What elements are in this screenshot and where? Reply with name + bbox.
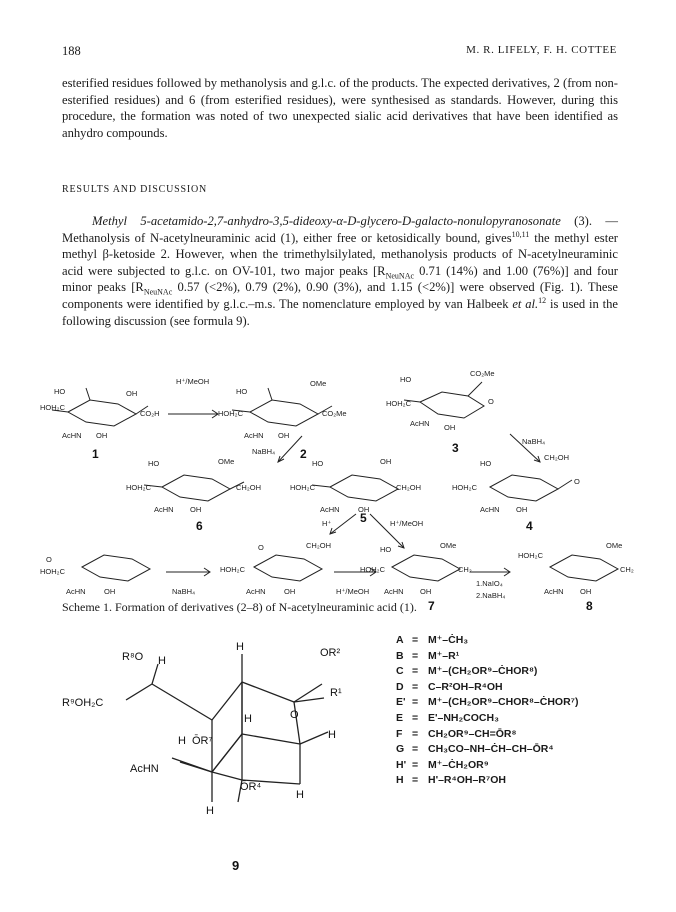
reagent-7: H⁺/MeOH (336, 587, 370, 596)
reagent-4: H⁺ (322, 519, 332, 528)
group-ch2oh-6: CH₂OH (236, 483, 261, 492)
group-acnh-6: AcHN (154, 505, 174, 514)
legend-key: B (396, 649, 404, 662)
compound-4-label: 4 (526, 519, 533, 533)
legend-eq: = (412, 743, 419, 756)
legend-key: H' (396, 758, 407, 771)
legend-key: E (396, 711, 404, 724)
group-oh-5: OH (358, 505, 370, 514)
legend-value: H'–R⁴OH–R⁷OH (428, 774, 506, 787)
group-o-4: O (574, 477, 580, 486)
legend-row (396, 696, 636, 712)
compound-7-label: 7 (428, 599, 435, 613)
group-ome-7: OMe (440, 541, 457, 550)
group-ch2-7: CH₂ (458, 565, 472, 574)
group-oh-6: OH (190, 505, 202, 514)
f9-r1: R¹ (330, 687, 342, 699)
group-o-b1: O (46, 555, 52, 564)
legend-value: C–R²OH–R⁴OH (428, 680, 503, 693)
sub-b: NeuNAc (143, 287, 173, 297)
paragraph-results (62, 213, 618, 329)
f9-h-c3: H (328, 729, 336, 741)
group-hoh2c-5: HOH₂C (290, 483, 315, 492)
legend-eq: = (412, 649, 419, 662)
legend-value: M⁺–(CH₂OR⁹–CHOR⁸–ĊHOR⁷) (428, 696, 579, 709)
legend-value: CH₃CO–NH–ĊH–CH–ŌR⁴ (428, 743, 554, 756)
group-o-b2: O (258, 543, 264, 552)
group-hoh2c-b2: HOH₂C (220, 565, 245, 574)
legend-value: M⁺–(CH₂OR⁹–ĊHOR⁸) (428, 665, 538, 678)
legend-key: G (396, 743, 405, 756)
reagent-8a: 1.NaIO₄ (476, 579, 503, 588)
scheme-caption: Scheme 1. Formation of derivatives (2–8) of N-acetylneuraminic acid (1). (62, 600, 417, 614)
legend-value: E'–NH₂COCH₃ (428, 711, 499, 724)
legend-row (396, 712, 636, 728)
group-co2me-3: CO₂Me (470, 369, 495, 378)
paragraph-intro: esterified residues followed by methanolysis and g.l.c. of the products. The expected derivatives, 2 (from non-esterified residues) and 6 (from esterified residues), were synthesised as standards. However, during this procedure, the formation was noted of two unexpected sialic acid derivatives that have been identified as anhydro compounds. (62, 76, 618, 140)
et-al: et al. (512, 296, 539, 311)
compound-title-number: (3). (574, 214, 593, 228)
group-hoh2c-b1: HOH₂C (40, 567, 65, 576)
reagent-6: NaBH₄ (172, 587, 196, 596)
ref-a: 10,11 (511, 229, 530, 239)
legend-row (396, 728, 636, 744)
reagent-1: H⁺/MeOH (176, 377, 210, 386)
group-acnh-b2: AcHN (246, 587, 266, 596)
sub-a: NeuNAc (385, 271, 415, 281)
legend-eq: = (412, 727, 419, 740)
legend-key: C (396, 665, 404, 678)
group-hoh2c-3: HOH₂C (386, 399, 411, 408)
legend-value: M⁺–ĊH₂OR⁹ (428, 758, 489, 771)
group-co2h-1: CO₂H (140, 409, 160, 418)
f9-h-c3b: H (296, 789, 304, 801)
page-number: 188 (62, 44, 81, 58)
compound-6-label: 6 (196, 519, 203, 533)
group-ho-1: HO (54, 387, 66, 396)
legend-key: A (396, 634, 404, 646)
group-ho-3: HO (400, 375, 412, 384)
group-ome-2: OMe (310, 379, 327, 388)
f9-ring-o: O (290, 709, 299, 721)
compound-3-label: 3 (452, 441, 459, 455)
f9-or2: OR² (320, 647, 341, 659)
legend-eq: = (412, 758, 419, 771)
ref-b: 12 (538, 295, 547, 305)
legend-row (396, 681, 636, 697)
f9-h-c7: H (178, 735, 186, 747)
group-hoh2c-7: HOH₂C (360, 565, 385, 574)
legend-eq: = (412, 665, 419, 678)
group-ch2oh-4: CH₂OH (544, 453, 569, 462)
f9-r8o: R⁸O (122, 651, 144, 663)
f9-r9oh2c: R⁹OH₂C (62, 697, 104, 709)
group-ho-7: HO (380, 545, 392, 554)
group-acnh-2: AcHN (244, 431, 264, 440)
text-a: — Methanolysis of N-acetylneuraminic acid (1), either free or ketosidically bound, gives (62, 214, 618, 245)
reagent-5: H⁺/MeOH (390, 519, 424, 528)
compound-title: Methyl 5-acetamido-2,7-anhydro-3,5-dideoxy-α-D-glycero-D-galacto-nonulopyranosonate (92, 214, 561, 228)
group-hoh2c-4: HOH₂C (452, 483, 477, 492)
section-heading: RESULTS AND DISCUSSION (62, 184, 208, 195)
reagent-8b: 2.NaBH₄ (476, 591, 506, 600)
group-acnh-4: AcHN (480, 505, 500, 514)
group-ome-6: OMe (218, 457, 235, 466)
group-hoh2c-8: HOH₂C (518, 551, 543, 560)
formula-9 (62, 632, 382, 882)
f9-or4: ŌR⁴ (240, 781, 262, 793)
legend-row (396, 774, 636, 790)
legend-eq: = (412, 696, 419, 709)
group-ch2oh-b2: CH₂OH (306, 541, 331, 550)
legend-key: H (396, 774, 404, 787)
group-oh-3: OH (444, 423, 456, 432)
group-acnh-7: AcHN (384, 587, 404, 596)
group-acnh-b1: AcHN (66, 587, 86, 596)
fragment-legend (396, 634, 636, 790)
group-ho-5: HO (312, 459, 324, 468)
group-ch2-8: CH₂ (620, 565, 634, 574)
f9-h-c6: H (244, 713, 252, 725)
legend-value: CH₂OR⁹–CH=ŌR⁸ (428, 727, 517, 740)
legend-row (396, 650, 636, 666)
group-ome-8: OMe (606, 541, 623, 550)
legend-key: D (396, 680, 404, 693)
text-c: 0.71 (14%) and 1.00 (76%)] and four minor peaks [R (62, 263, 618, 295)
group-hoh2c-1: HOH₂C (40, 403, 65, 412)
f9-h-c5: H (206, 805, 214, 817)
group-oh-1: OH (96, 431, 108, 440)
legend-eq: = (412, 680, 419, 693)
group-o-3: O (488, 397, 494, 406)
group-ho-6: HO (148, 459, 160, 468)
group-ho-2: HO (236, 387, 248, 396)
legend-value: M⁺–R¹ (428, 649, 460, 662)
group-oh-5b: OH (380, 457, 392, 466)
legend-row (396, 743, 636, 759)
legend-eq: = (412, 634, 419, 646)
group-hoh2c-6: HOH₂C (126, 483, 151, 492)
group-acnh-3: AcHN (410, 419, 430, 428)
group-co2me-2: CO₂Me (322, 409, 347, 418)
compound-8-label: 8 (586, 599, 593, 613)
running-authors: M. R. LIFELY, F. H. COTTEE (466, 44, 617, 56)
legend-key: E' (396, 696, 406, 709)
compound-2-label: 2 (300, 447, 307, 461)
group-oh-b2: OH (284, 587, 296, 596)
reagent-3: NaBH₄ (522, 437, 546, 446)
legend-key: F (396, 727, 403, 740)
group-ho-4: HO (480, 459, 492, 468)
legend-eq: = (412, 774, 419, 787)
group-acnh-5: AcHN (320, 505, 340, 514)
running-header (62, 44, 617, 62)
compound-1-label: 1 (92, 447, 99, 461)
legend-value: M⁺–ĊH₃ (428, 634, 469, 646)
group-acnh-1: AcHN (62, 431, 82, 440)
text-d: 0.57 (<2%), 0.79 (2%), 0.90 (3%), and 1.15 (<2%)] were observed (Fig. 1). These components were identified by g.l.c.–m.s. The nomenclature employed by van Halbeek (62, 280, 618, 311)
group-acnh-8: AcHN (544, 587, 564, 596)
group-oh-2: OH (278, 431, 290, 440)
text-e: is used in the following discussion (see formula 9). (62, 296, 618, 328)
f9-or7: ŌR⁷ (192, 735, 213, 747)
group-oh-1b: OH (126, 389, 138, 398)
legend-eq: = (412, 711, 419, 724)
legend-row (396, 759, 636, 775)
group-hoh2c-2: HOH₂C (218, 409, 243, 418)
group-oh-8: OH (580, 587, 592, 596)
f9-h-top: H (158, 655, 166, 667)
f9-h-c4: H (236, 641, 244, 653)
f9-acnh: AcHN (130, 763, 159, 775)
group-ch2oh-5: CH₂OH (396, 483, 421, 492)
reaction-scheme (40, 362, 640, 622)
group-oh-7: OH (420, 587, 432, 596)
formula-9-label: 9 (232, 858, 240, 873)
text-b: the methyl ester methyl β-ketoside 2. However, when the trimethylsilylated, methanolysis products of N-acetylneuraminic acid were subjected to g.l.c. on OV-101, two major peaks [R (62, 230, 618, 278)
compound-5-label: 5 (360, 511, 367, 525)
legend-row (396, 634, 636, 650)
legend-row (396, 665, 636, 681)
group-oh-b1: OH (104, 587, 116, 596)
group-oh-4: OH (516, 505, 528, 514)
reagent-2: NaBH₄ (252, 447, 276, 456)
